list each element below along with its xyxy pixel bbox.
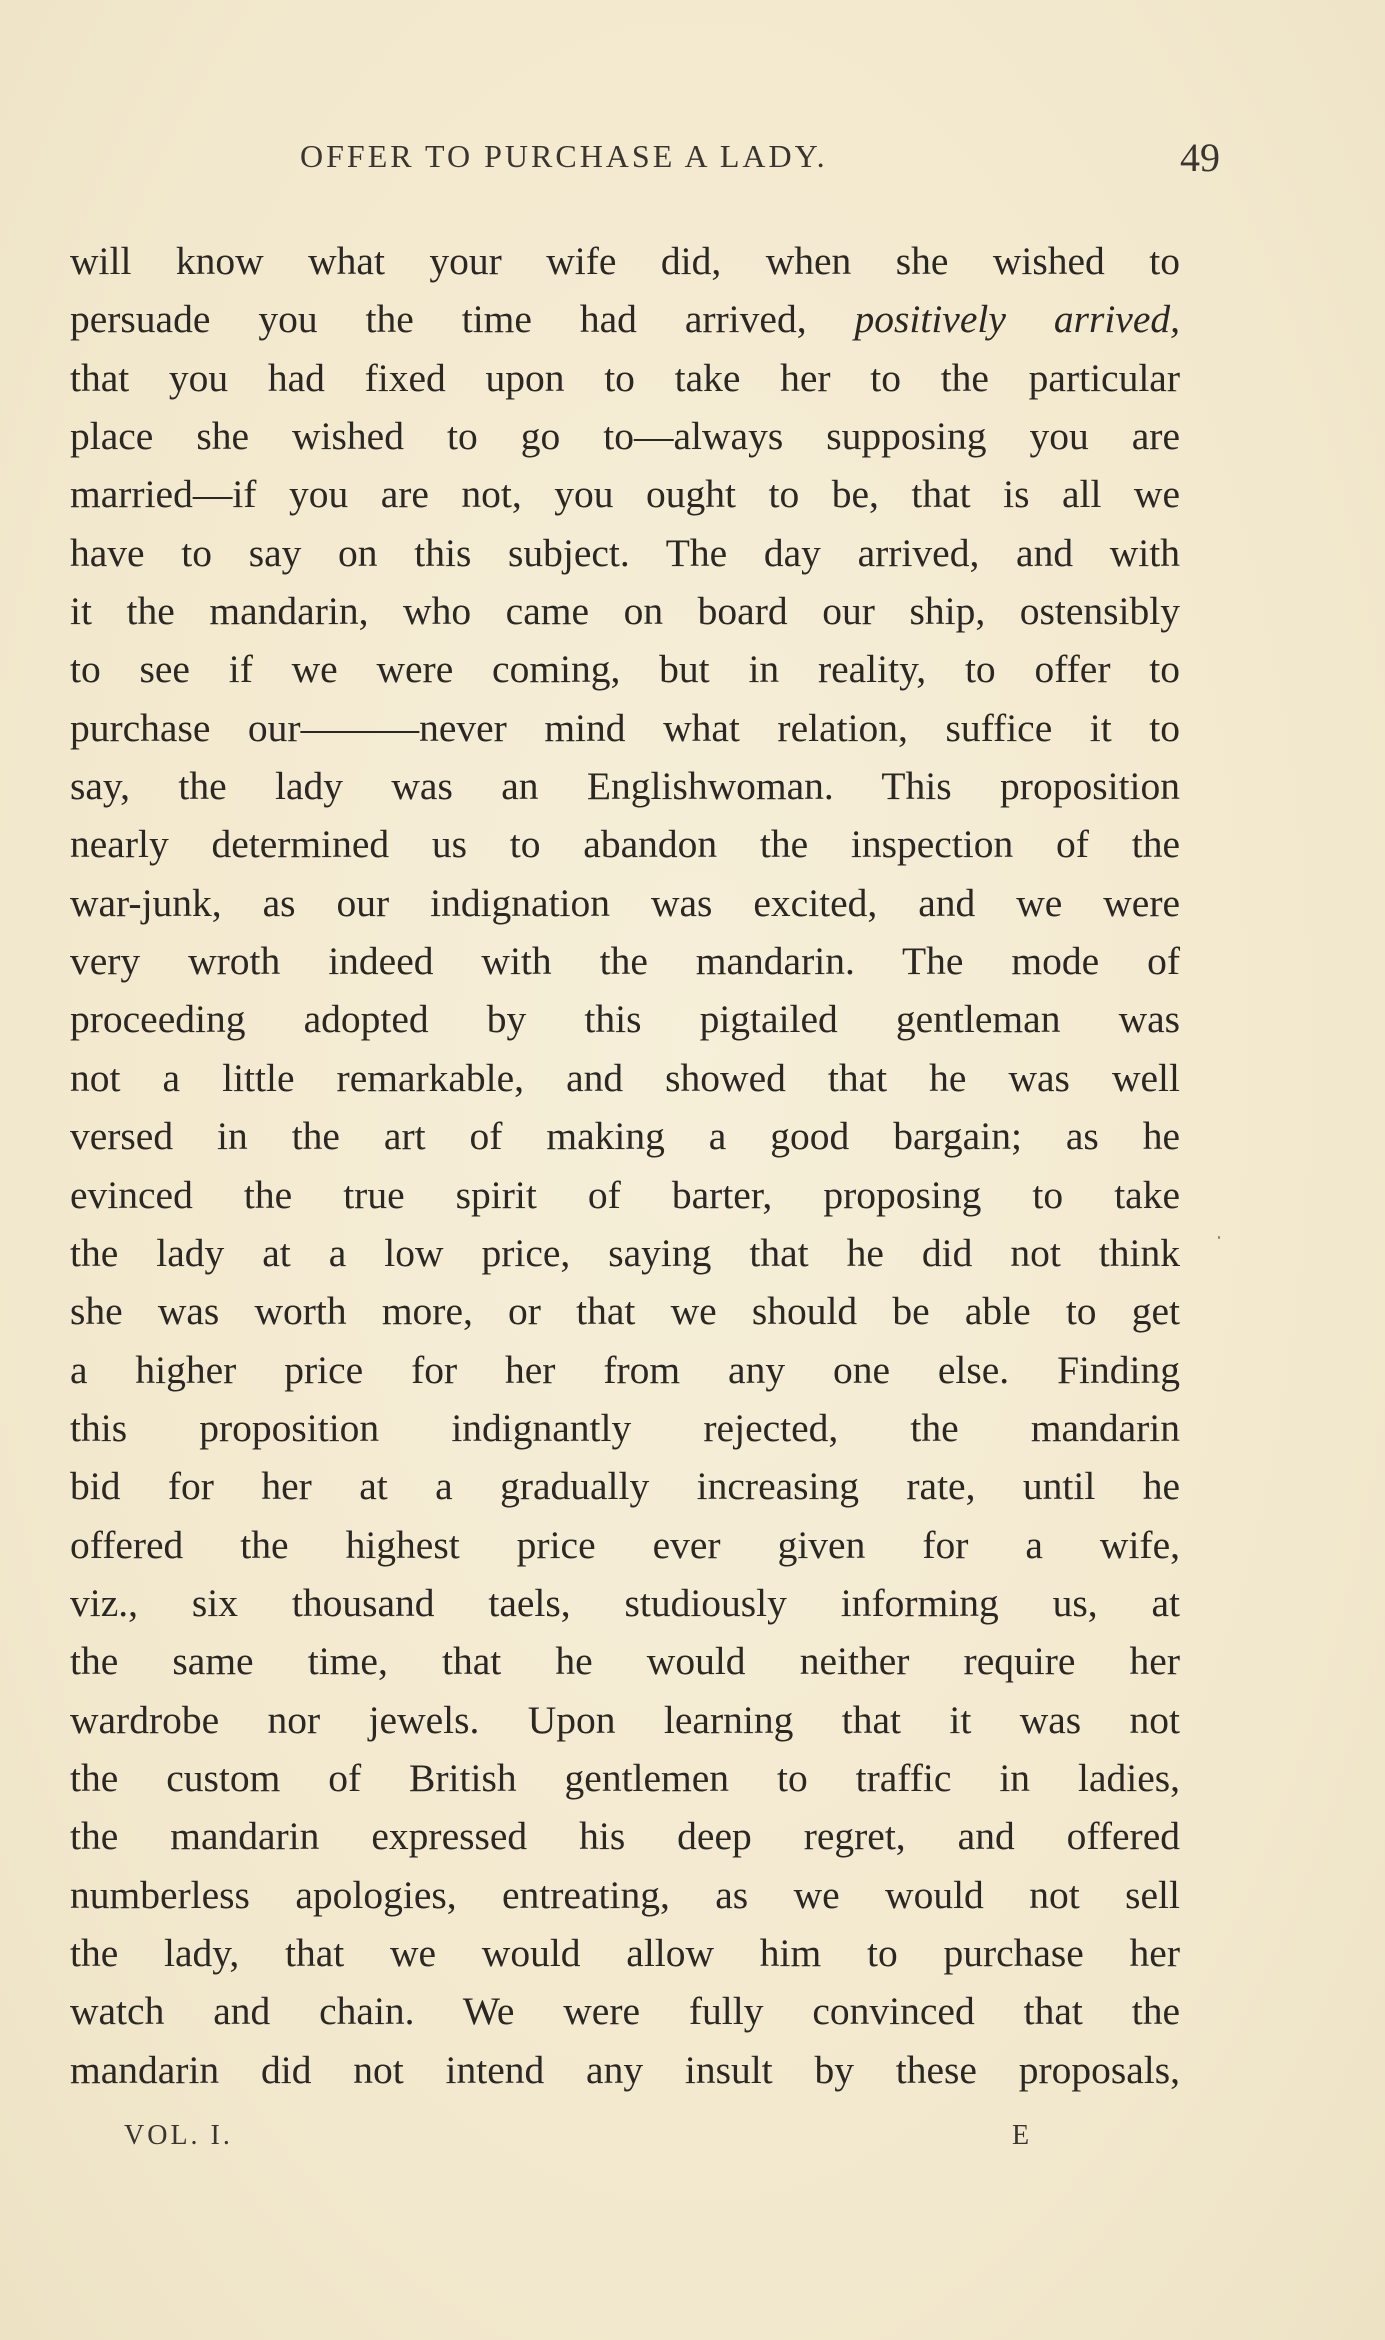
paper-speck	[1218, 1236, 1220, 1239]
text-line: the same time, that he would neither require her	[70, 1639, 1180, 1684]
text-line: she was worth more, or that we should be able to get	[70, 1289, 1180, 1334]
body-text	[70, 232, 1180, 2099]
text-line: to see if we were coming, but in reality, to offer to	[70, 647, 1180, 692]
text-line: proceeding adopted by this pigtailed gentleman was	[70, 997, 1180, 1042]
text-line: versed in the art of making a good bargain; as he	[70, 1114, 1180, 1159]
text-line: have to say on this subject. The day arrived, and with	[70, 530, 1180, 575]
running-title: OFFER TO PURCHASE A LADY.	[300, 138, 828, 174]
text-line: the lady at a low price, saying that he did not think	[70, 1230, 1180, 1275]
text-line: a higher price for her from any one else. Finding	[70, 1347, 1180, 1392]
page-number: 49	[1180, 135, 1220, 180]
text-line-italic: positively arrived,	[854, 297, 1180, 342]
text-line: purchase our———never mind what relation, suffice it to	[70, 705, 1180, 750]
signature-mark: E	[1012, 2120, 1033, 2151]
text-line: will know what your wife did, when she wished to	[70, 239, 1180, 283]
volume-marker: VOL. I.	[124, 2120, 233, 2151]
text-line-plain: persuade you the time had arrived,	[70, 297, 855, 342]
text-line: the custom of British gentlemen to traffic in ladies,	[70, 1755, 1180, 1800]
text-line: very wroth indeed with the mandarin. The mode of	[70, 939, 1180, 984]
text-line: numberless apologies, entreating, as we would not sell	[70, 1872, 1180, 1917]
running-head	[70, 135, 1220, 188]
text-line: watch and chain. We were fully convinced that the	[70, 1989, 1180, 2034]
text-line: offered the highest price ever given for a wife,	[70, 1522, 1180, 1567]
text-line: it the mandarin, who came on board our ship, ostensibly	[70, 589, 1180, 634]
text-line: mandarin did not intend any insult by these proposals,	[70, 2047, 1180, 2092]
text-line: wardrobe nor jewels. Upon learning that it was not	[70, 1697, 1180, 1742]
text-line: that you had fixed upon to take her to the particular	[70, 355, 1180, 400]
text-line: not a little remarkable, and showed that he was well	[70, 1055, 1180, 1100]
text-line	[70, 290, 1180, 348]
text-line: war-junk, as our indignation was excited, and we were	[70, 880, 1180, 925]
page-footer	[70, 2120, 1180, 2160]
text-line: this proposition indignantly rejected, the mandarin	[70, 1405, 1180, 1450]
text-line: the lady, that we would allow him to purchase her	[70, 1930, 1180, 1975]
text-line: viz., six thousand taels, studiously informing us, at	[70, 1580, 1180, 1625]
text-line: say, the lady was an Englishwoman. This proposition	[70, 764, 1180, 809]
text-line: married—if you are not, you ought to be, that is all we	[70, 472, 1180, 517]
text-line: bid for her at a gradually increasing rate, until he	[70, 1464, 1180, 1509]
text-line: the mandarin expressed his deep regret, and offered	[70, 1814, 1180, 1859]
text-line: nearly determined us to abandon the inspection of the	[70, 822, 1180, 867]
text-line: evinced the true spirit of barter, proposing to take	[70, 1172, 1180, 1217]
text-line: place she wished to go to—always supposing you are	[70, 414, 1180, 459]
